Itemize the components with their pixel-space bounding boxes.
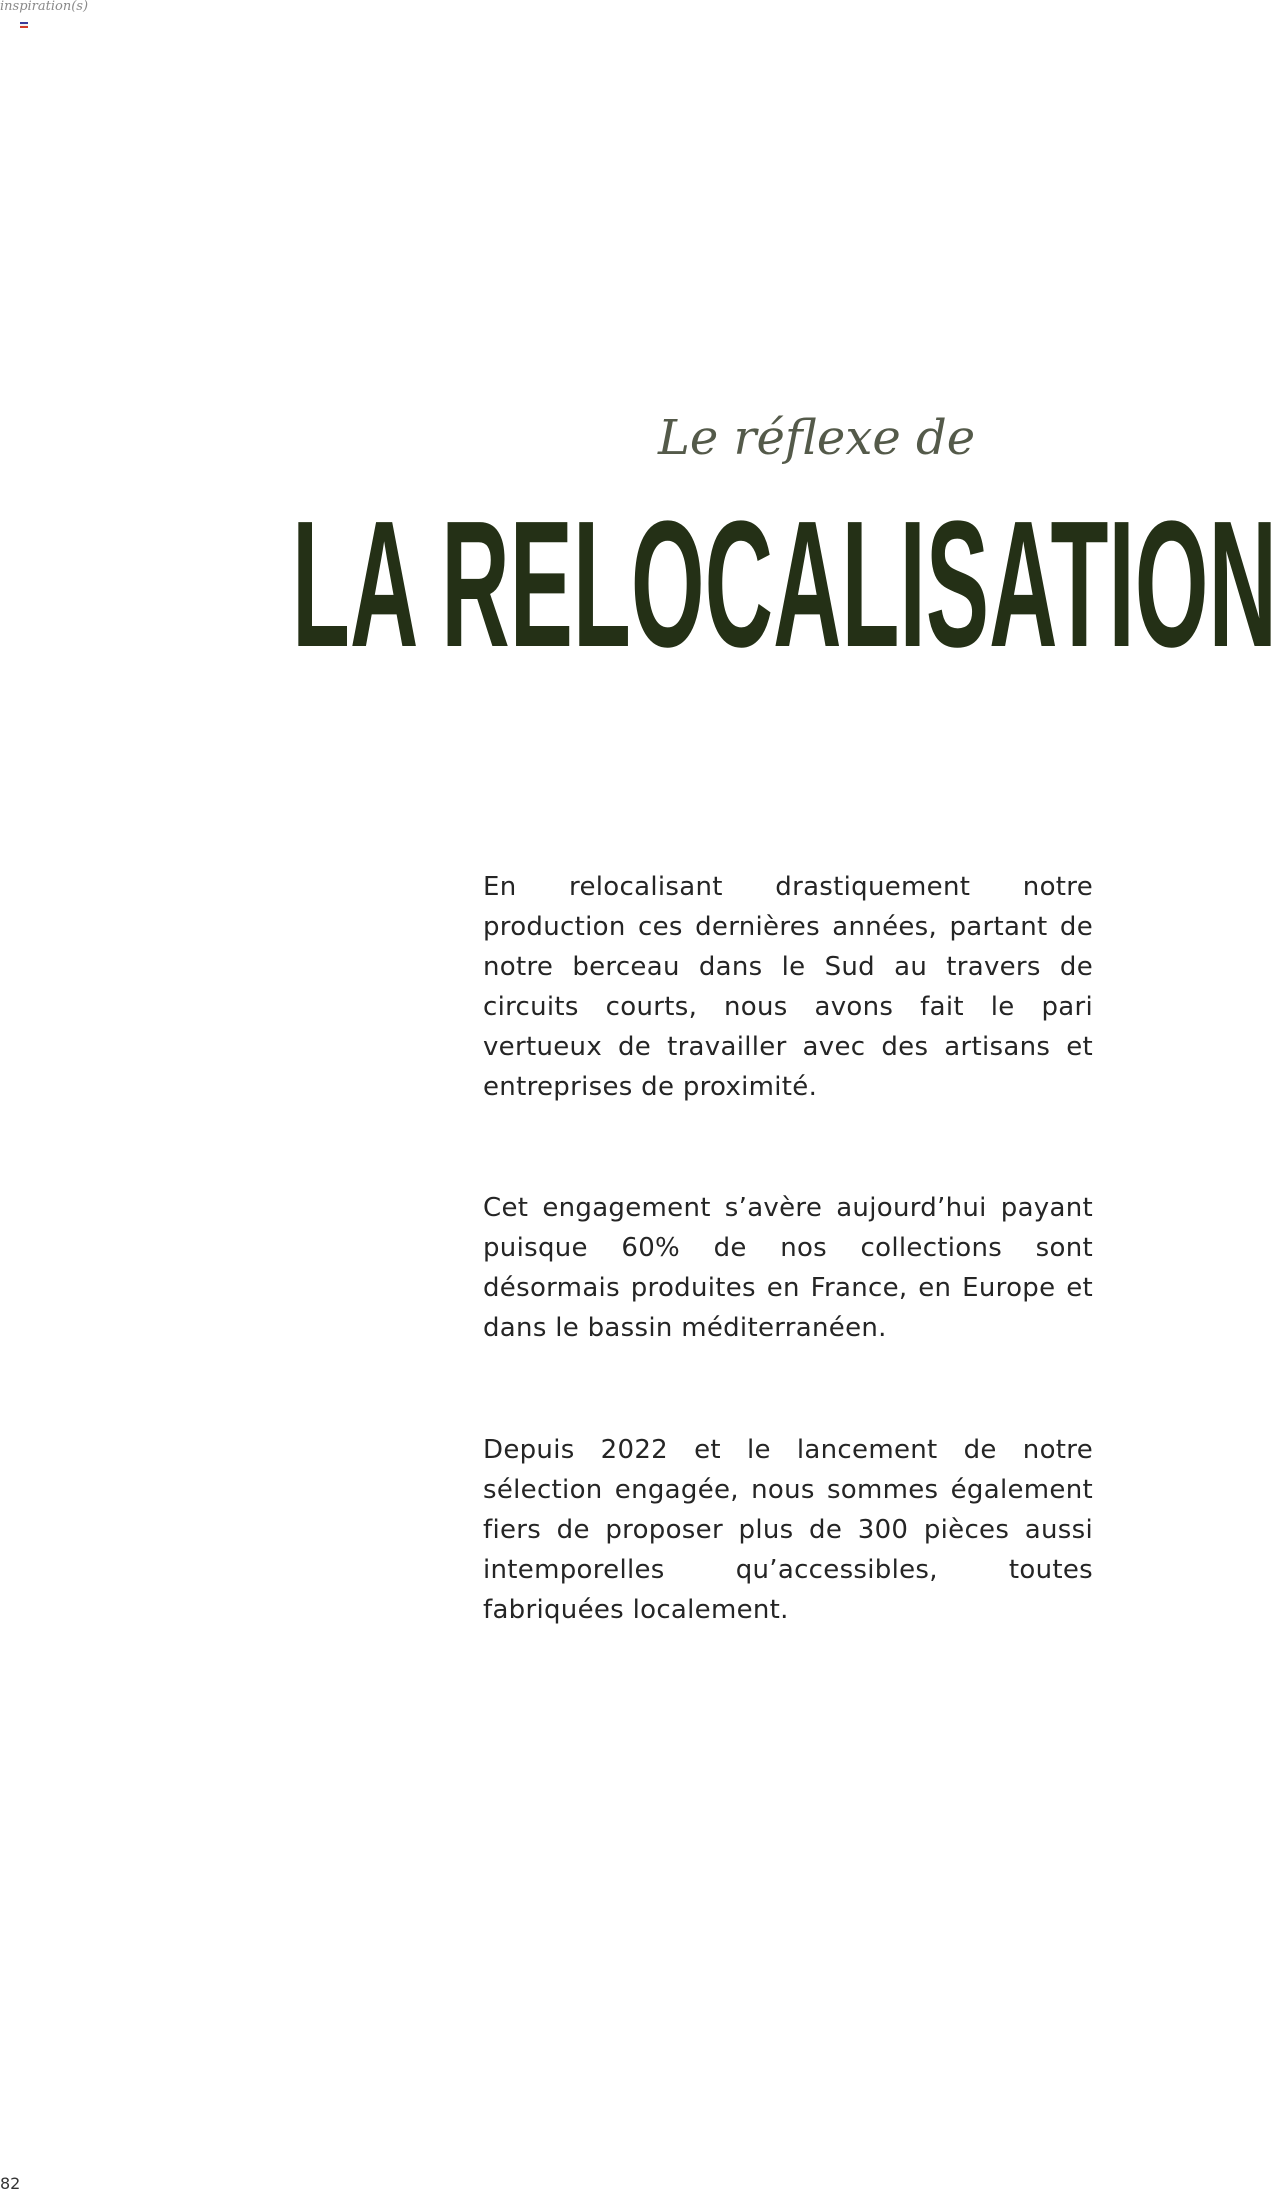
- french-flag-icon: [20, 22, 28, 28]
- heading-title-text: LA RELOCALISATION: [292, 486, 1277, 654]
- paragraph-relocalisation: En relocalisant drastiquement notre production ces dernières années, partant de notre berceau dans le Sud au travers de circuits courts, nous avons fait le pari vertueux de travailler avec des artisans et entreprises de proximité.: [483, 872, 1093, 1102]
- heading-title: [292, 486, 1280, 654]
- flag-stripe-red: [20, 26, 28, 28]
- brand-name: inspiration(s): [0, 0, 89, 14]
- paragraph-engagement: Cet engagement s’avère aujourd’hui payant puisque 60% de nos collections sont désormais produites en France, en Europe et dans le bassin méditerranéen.: [483, 1193, 1093, 1343]
- page-number: 82: [0, 2174, 21, 2193]
- paragraph-selection: Depuis 2022 et le lancement de notre sélection engagée, nous sommes également fiers de proposer plus de 300 pièces aussi intemporelles qu’accessibles, toutes fabriquées localement.: [483, 1435, 1093, 1625]
- heading-subtitle: Le réflexe de: [658, 410, 976, 466]
